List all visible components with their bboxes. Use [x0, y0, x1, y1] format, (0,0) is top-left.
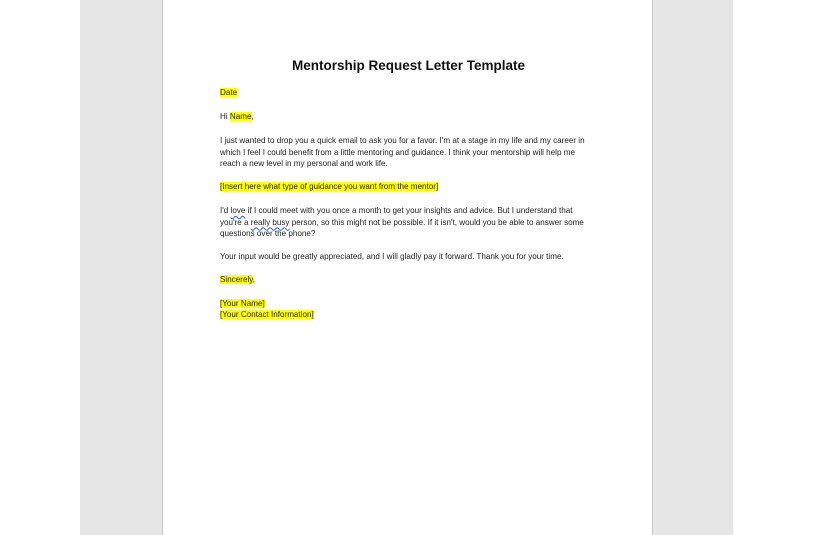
- paragraph-meeting-part2: if I could meet with you once a month to get your insights and advice. But I understand that you're a: [220, 206, 573, 227]
- date-placeholder: Date: [220, 88, 238, 97]
- contact-info-placeholder: [Your Contact Information]: [220, 310, 314, 319]
- insert-guidance-placeholder: [Insert here what type of guidance you want from the mentor]: [220, 182, 439, 191]
- spellcheck-really-busy: really busy: [250, 217, 290, 227]
- greeting-name-placeholder: Name: [229, 112, 252, 121]
- document-title: Mentorship Request Letter Template: [291, 58, 526, 73]
- paragraph-thanks: Your input would be greatly appreciated, and I will gladly pay it forward. Thank you for your time.: [220, 252, 564, 261]
- paragraph-meeting-part1: I'd: [220, 206, 231, 215]
- your-name-line: [220, 298, 592, 310]
- date-line: [220, 87, 592, 99]
- greeting-prefix: Hi: [220, 112, 230, 121]
- closing-word: Sincerely: [220, 275, 253, 284]
- contact-line: [220, 309, 592, 321]
- insert-line: [220, 181, 592, 193]
- paragraph-intro: I just wanted to drop you a quick email to ask you for a favor. I'm at a stage in my life and my career in which I feel I could benefit from a little mentoring and guidance. I think your mentorship will help me reach a new level in my personal and work life.: [220, 136, 585, 168]
- closing-suffix: ,: [252, 275, 255, 284]
- spellcheck-love: love: [230, 206, 246, 215]
- greeting-suffix: ,: [251, 112, 254, 121]
- paragraph-meeting-part3: person, so this might not be possible. If it isn't, would you be able to answer some questions over the phone?: [220, 217, 584, 238]
- your-name-placeholder: [Your Name]: [220, 299, 265, 308]
- document-page[interactable]: [162, 0, 653, 535]
- greeting-line: [220, 111, 592, 123]
- paragraph-meeting: [220, 205, 592, 240]
- closing-line: [220, 274, 592, 286]
